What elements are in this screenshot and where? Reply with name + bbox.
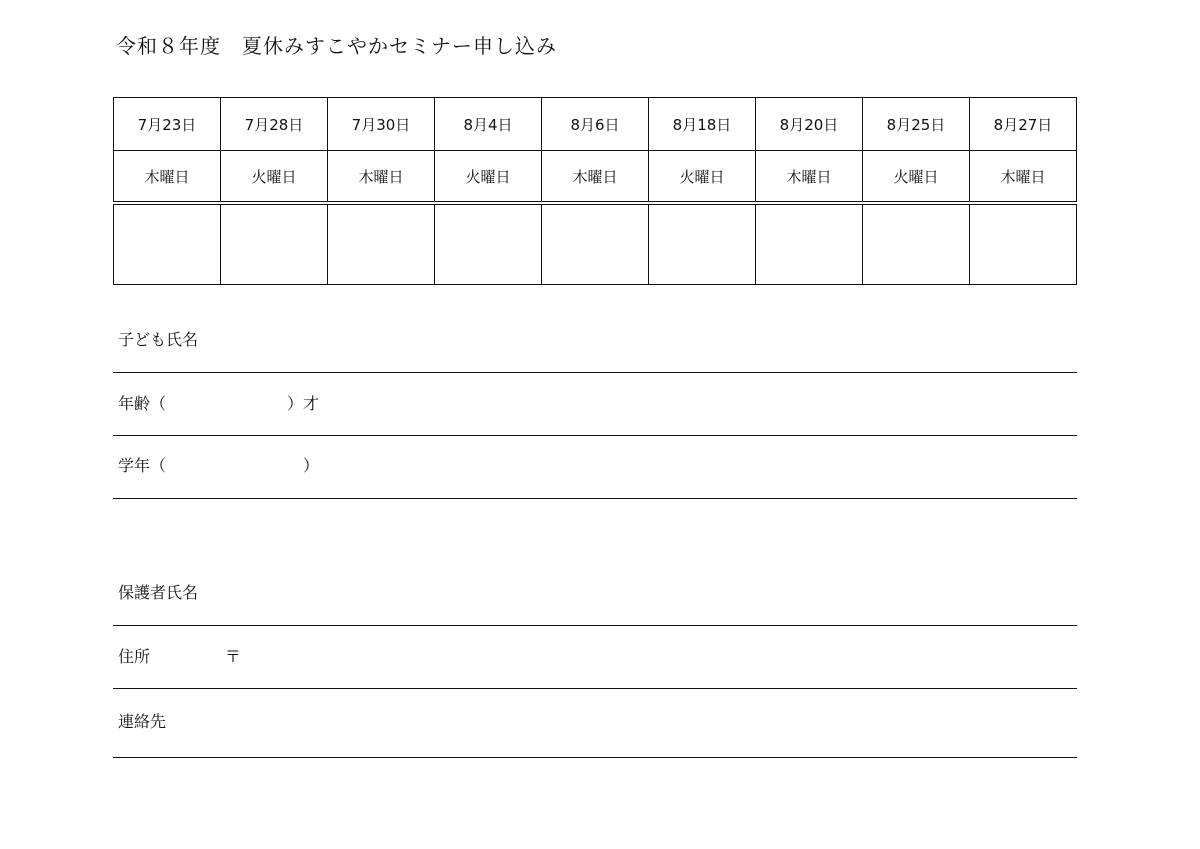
attendance-check-cell[interactable] [970, 203, 1077, 285]
attendance-check-row [114, 203, 1077, 285]
page-title: 令和８年度 夏休みすこやかセミナー申し込み [116, 34, 557, 58]
postal-mark-icon: 〒 [225, 647, 242, 666]
date-cell: 8月4日 [435, 98, 542, 151]
date-cell: 7月30日 [328, 98, 435, 151]
date-cell: 7月28日 [221, 98, 328, 151]
address-label: 住所 [118, 647, 151, 666]
weekday-row [114, 151, 1077, 204]
weekday-cell: 火曜日 [863, 151, 970, 204]
guardian-name-field[interactable] [113, 563, 1077, 626]
schedule-table [113, 97, 1077, 285]
date-cell: 8月18日 [649, 98, 756, 151]
weekday-cell: 木曜日 [328, 151, 435, 204]
date-cell: 8月25日 [863, 98, 970, 151]
attendance-check-cell[interactable] [328, 203, 435, 285]
child-name-label: 子ども氏名 [118, 330, 199, 349]
date-cell: 8月27日 [970, 98, 1077, 151]
child-name-field[interactable] [113, 310, 1077, 373]
date-cell: 7月23日 [114, 98, 221, 151]
weekday-cell: 木曜日 [542, 151, 649, 204]
weekday-cell: 木曜日 [970, 151, 1077, 204]
child-age-suffix: ）才 [287, 394, 320, 413]
weekday-cell: 木曜日 [756, 151, 863, 204]
contact-field[interactable] [113, 690, 1077, 758]
address-field[interactable] [113, 627, 1077, 689]
child-grade-field[interactable] [113, 437, 1077, 499]
weekday-cell: 火曜日 [435, 151, 542, 204]
child-grade-label: 学年（ [118, 456, 167, 475]
attendance-check-cell[interactable] [756, 203, 863, 285]
date-cell: 8月20日 [756, 98, 863, 151]
attendance-check-cell[interactable] [649, 203, 756, 285]
weekday-cell: 火曜日 [649, 151, 756, 204]
contact-label: 連絡先 [118, 712, 167, 731]
attendance-check-cell[interactable] [221, 203, 328, 285]
attendance-check-cell[interactable] [114, 203, 221, 285]
child-age-field[interactable] [113, 374, 1077, 436]
guardian-name-label: 保護者氏名 [118, 583, 199, 602]
attendance-check-cell[interactable] [435, 203, 542, 285]
weekday-cell: 木曜日 [114, 151, 221, 204]
weekday-cell: 火曜日 [221, 151, 328, 204]
child-grade-suffix: ） [303, 456, 320, 475]
date-cell: 8月6日 [542, 98, 649, 151]
child-age-label: 年齢（ [118, 394, 167, 413]
attendance-check-cell[interactable] [542, 203, 649, 285]
date-row [114, 98, 1077, 151]
attendance-check-cell[interactable] [863, 203, 970, 285]
